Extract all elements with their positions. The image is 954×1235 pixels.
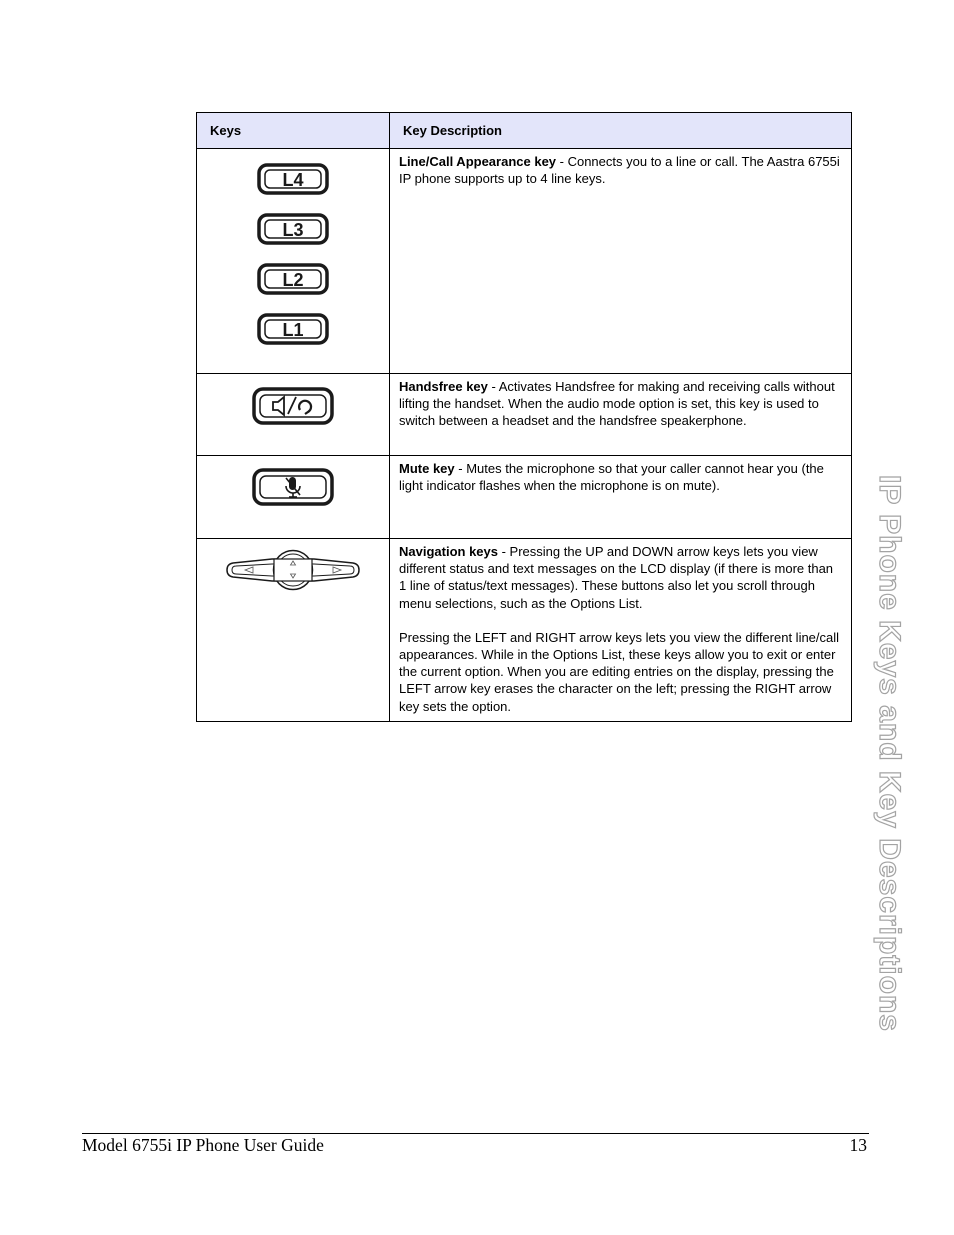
keys-column-header: Keys <box>197 113 390 149</box>
description-text: - Activates Handsfree for making and receiving calls without lifting the handset. When the audio mode option is set, this key is used to switch between a headset and the handsfree speakerphone. <box>399 379 835 429</box>
keys-table <box>196 112 852 722</box>
handsfree-key-description <box>390 374 852 456</box>
key-description-column-header: Key Description <box>390 113 852 149</box>
svg-text:L4: L4 <box>282 170 304 190</box>
line-key-l1-icon <box>257 313 329 345</box>
navigation-keys-description <box>390 539 852 722</box>
description-term: Navigation keys <box>399 544 498 559</box>
description-text: - Pressing the UP and DOWN arrow keys lets you view different status and text messages on the LCD display (if there is more than 1 line of status/text messages). These buttons also let you scroll through menu selections, such as the Options List. <box>399 544 834 611</box>
footer-guide-title: Model 6755i IP Phone User Guide <box>82 1135 324 1155</box>
svg-text:L3: L3 <box>282 220 304 240</box>
description-term: Handsfree key <box>399 379 488 394</box>
mute-key-cell <box>197 456 390 539</box>
handsfree-key-cell <box>197 374 390 456</box>
chapter-side-tab-label: IP Phone Keys and Key Descriptions <box>873 475 906 1032</box>
mute-icon <box>252 468 334 506</box>
navigation-keys-cell <box>197 539 390 722</box>
description-text: - Mutes the microphone so that your caller cannot hear you (the light indicator flashes when the microphone is on mute). <box>399 461 824 494</box>
line-keys-cell <box>197 149 390 374</box>
table-row <box>197 456 852 539</box>
table-header-row <box>197 113 852 149</box>
footer-page-number: 13 <box>849 1135 867 1155</box>
footer-rule <box>82 1133 869 1134</box>
table-row <box>197 374 852 456</box>
table-row <box>197 539 852 722</box>
line-key-l2-icon <box>257 263 329 295</box>
description-text: - Connects you to a line or call. The Aastra 6755i IP phone supports up to 4 line keys. <box>399 154 840 187</box>
description-term: Line/Call Appearance key <box>399 154 557 169</box>
handsfree-icon <box>252 387 334 425</box>
chapter-side-tab <box>872 475 932 1108</box>
description-term: Mute key <box>399 461 455 476</box>
svg-text:L1: L1 <box>282 320 304 340</box>
line-key-description <box>390 149 852 374</box>
description-paragraph-2: Pressing the LEFT and RIGHT arrow keys lets you view the different line/call appearances. While in the Options List, these keys allow you to exit or enter the current option. When you are editing entries on the display, pressing the LEFT arrow key erases the character on the left; pressing the RIGHT arrow key sets the option. <box>399 629 840 714</box>
svg-text:L2: L2 <box>282 270 304 290</box>
line-key-l3-icon <box>257 213 329 245</box>
table-row <box>197 149 852 374</box>
navigation-keys-icon <box>224 549 362 591</box>
line-key-l4-icon <box>257 163 329 195</box>
mute-key-description <box>390 456 852 539</box>
